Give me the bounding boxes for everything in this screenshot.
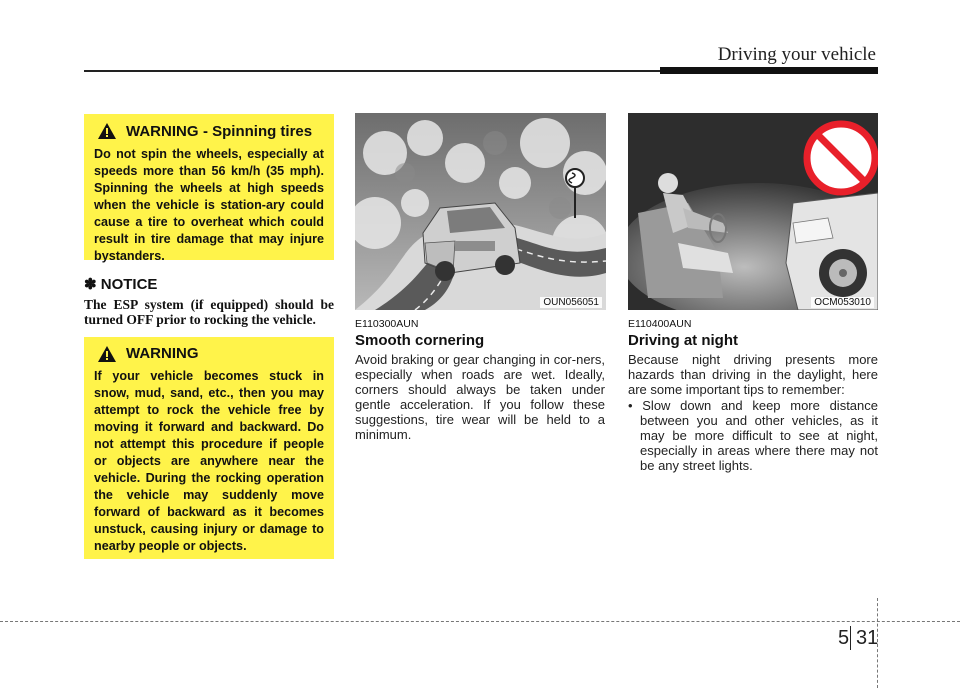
header-title: Driving your vehicle [717,44,876,65]
night-illustration [628,113,878,310]
night-driving-image [628,113,878,310]
warning-header [94,122,324,140]
warning-spinning-tires [84,114,334,263]
section-title: Driving at night [628,332,738,349]
section-code: E110400AUN [628,318,692,330]
list-item: • Slow down and keep more distance between you and other vehicles, as it may be more difficult to see at night, especially in areas where there may not be any street lights. [628,398,878,473]
footer-rule [0,621,960,622]
header-rule [84,70,662,72]
warning-stuck-vehicle [84,337,334,559]
section-title: Smooth cornering [355,332,485,349]
section-body: Because night driving presents more hazards than driving in the daylight, here are some important tips to remember: [628,352,878,397]
cornering-illustration [355,113,606,310]
notice-body: The ESP system (if equipped) should be turned OFF prior to rocking the vehicle. [84,297,334,327]
page-number-divider [850,626,851,650]
chapter-number: 5 [838,627,850,649]
header-bar [660,67,878,74]
image-code: OUN056051 [540,297,602,308]
warning-body: Do not spin the wheels, especially at speeds more than 56 km/h (35 mph). Spinning the wheels at high speeds when the vehicle is station-ary could cause a tire to overheat which could result in tire damage that may injure bystanders. [94,147,324,263]
warning-body: If your vehicle becomes stuck in snow, mud, sand, etc., then you may attempt to rock the vehicle free by moving it forward and backward. Do not attempt this procedure if people or objects are anywhere near the vehicle. During the rocking operation the vehicle may suddenly move forward of backward as it becomes unstuck, causing injury or damage to nearby people or objects. [94,369,324,553]
snowy-road-car-image [355,113,606,310]
notice-title: NOTICE [100,276,158,293]
image-code: OCM053010 [811,297,874,308]
section-body: Avoid braking or gear changing in cor-ners, especially when roads are wet. Ideally, corners should always be taken under gentle acceleration. If you follow these suggestions, tire wear will be held to a minimum. [355,352,605,442]
notice-symbol-icon: ✽ [84,276,97,293]
warning-triangle-icon [98,346,116,362]
warning-title: WARNING [126,122,199,140]
page-number: 31 [856,627,879,649]
warning-subtitle: - Spinning tires [202,122,313,140]
warning-header [94,345,324,362]
warning-title: WARNING [126,345,199,362]
section-code: E110300AUN [355,318,419,330]
notice-heading [84,275,157,293]
warning-triangle-icon [98,123,116,139]
